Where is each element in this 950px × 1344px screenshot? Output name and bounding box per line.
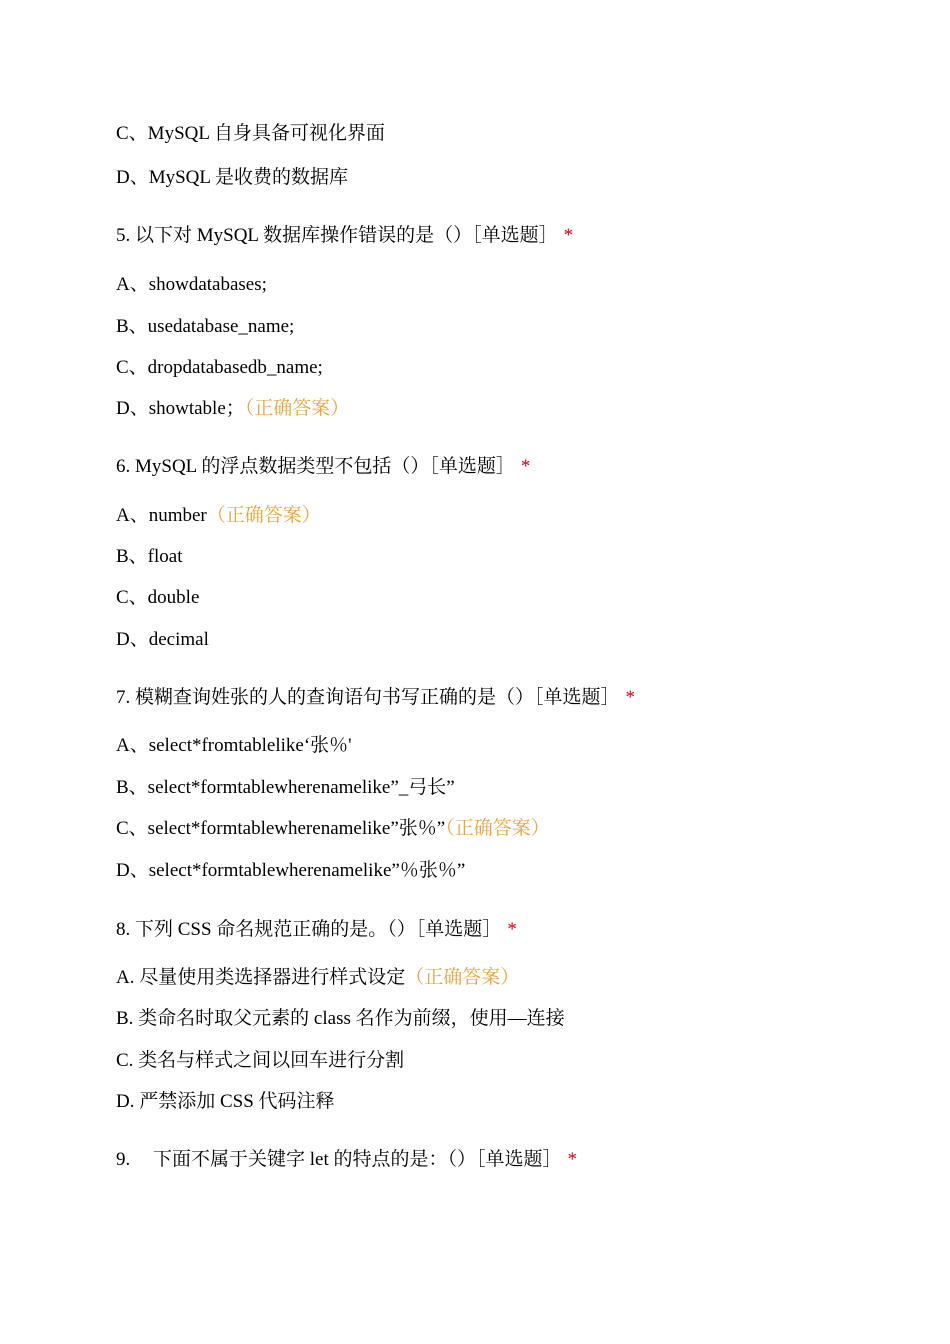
question-5-option-c: C、dropdatabasedb_name; (116, 357, 323, 378)
question-6-option-a (116, 504, 321, 528)
question-7-option-c (116, 817, 550, 841)
question-number: 8. (116, 919, 131, 940)
question-number: 7. (116, 687, 131, 708)
question-8-title (116, 918, 517, 942)
required-mark: * (507, 919, 517, 940)
question-6-option-b: B、float (116, 546, 183, 567)
question-number: 9. (116, 1149, 131, 1170)
option-c-prev: C、MySQL 自身具备可视化界面 (116, 123, 386, 144)
question-text: 模糊查询姓张的人的查询语句书写正确的是（）［单选题］ (135, 687, 620, 708)
correct-answer-tag: （正确答案） (405, 967, 520, 988)
correct-answer-tag: （正确答案） (244, 398, 350, 419)
correct-answer-tag: （正确答案） (206, 505, 321, 526)
question-7-title (116, 686, 635, 710)
question-8-option-b: B. 类命名时取父元素的 class 名作为前缀，使用—连接 (116, 1008, 565, 1029)
question-text: 下面不属于关键字 let 的特点的是：（）［单选题］ (153, 1149, 562, 1170)
question-8-option-d: D. 严禁添加 CSS 代码注释 (116, 1091, 335, 1112)
question-5-option-b: B、usedatabase_name; (116, 316, 295, 337)
question-text: 以下对 MySQL 数据库操作错误的是（）［单选题］ (135, 225, 558, 246)
option-text: A、number (116, 505, 207, 526)
question-8-option-c: C. 类名与样式之间以回车进行分割 (116, 1050, 405, 1071)
question-5-title (116, 224, 573, 248)
question-number: 5. (116, 225, 131, 246)
question-6-title (116, 455, 530, 479)
required-mark: * (567, 1149, 577, 1170)
option-text: C、select*formtablewherenamelike”张％” (116, 818, 446, 839)
required-mark: * (520, 456, 531, 477)
correct-answer-tag: （正确答案） (445, 818, 550, 839)
question-6-option-d: D、decimal (116, 629, 209, 650)
question-6-option-c: C、double (116, 587, 200, 608)
question-8-option-a (116, 966, 519, 990)
question-9-title (116, 1148, 577, 1172)
question-7-option-b: B、select*formtablewherenamelike”_弓长” (116, 777, 455, 798)
question-number: 6. (116, 456, 131, 477)
required-mark: * (563, 225, 574, 246)
option-d-prev: D、MySQL 是收费的数据库 (116, 167, 349, 188)
question-5-option-d (116, 397, 349, 421)
question-text: 下列 CSS 命名规范正确的是。（）［单选题］ (135, 919, 502, 940)
option-text: A. 尽量使用类选择器进行样式设定 (116, 967, 406, 988)
question-7-option-a: A、select*fromtablelike‘张％' (116, 735, 352, 756)
required-mark: * (625, 687, 636, 708)
option-text: D、showtable； (116, 398, 245, 419)
question-5-option-a: A、showdatabases; (116, 274, 267, 295)
question-7-option-d: D、select*formtablewherenamelike”％张％” (116, 860, 466, 881)
question-text: MySQL 的浮点数据类型不包括（）［单选题］ (135, 456, 515, 477)
